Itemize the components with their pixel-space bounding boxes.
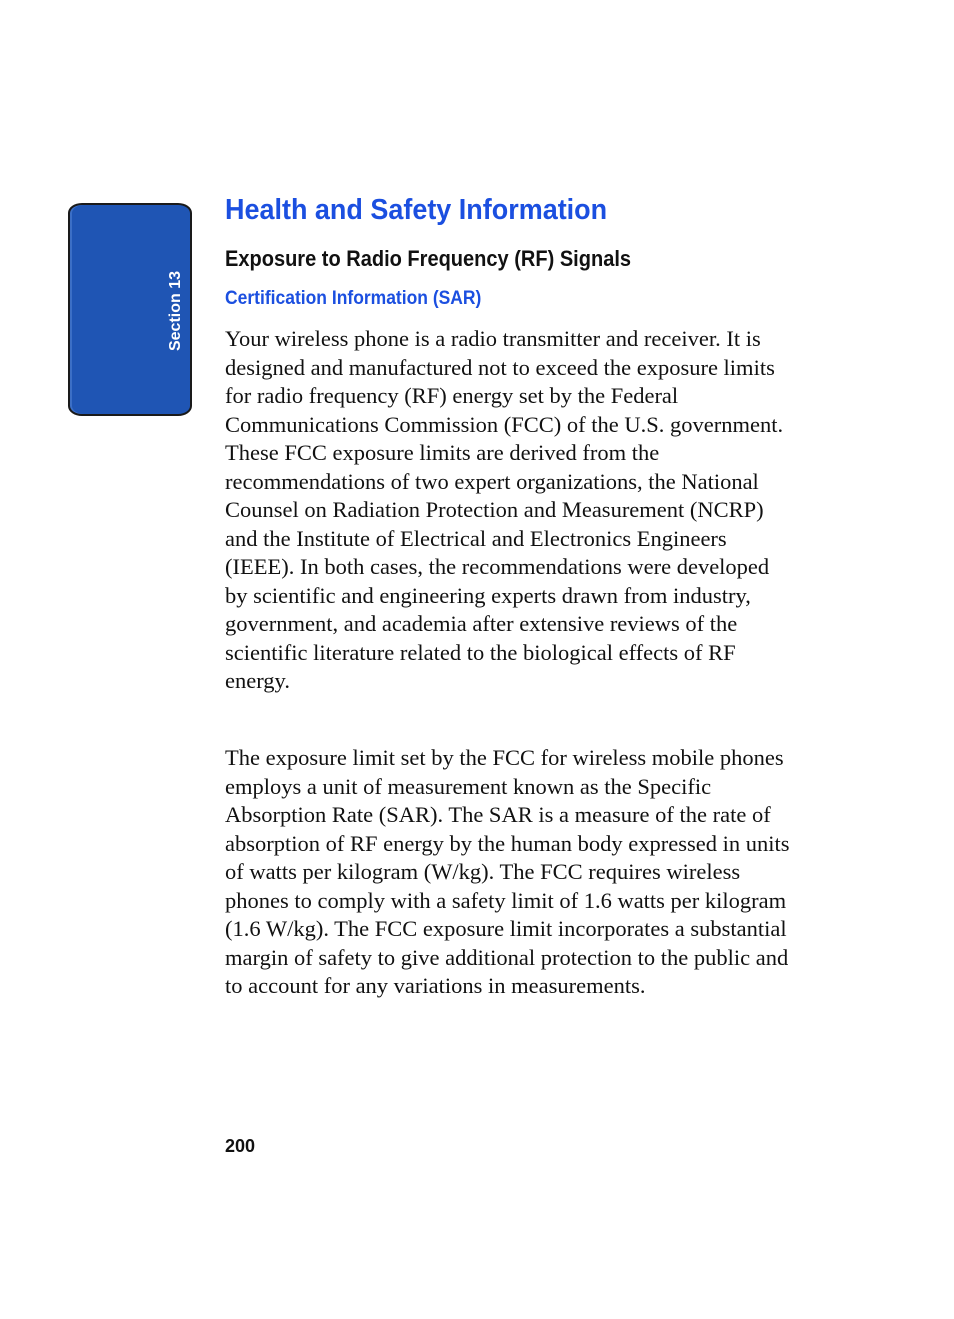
body-paragraph-2: The exposure limit set by the FCC for wireless mobile phones employs a unit of measurement known as the Specific Absorption Rate (SAR). The SAR is a measure of the rate of absorption of RF energy by the human body expressed in units of watts per kilogram (W/kg). The FCC requires wireless phones to comply with a safety limit of 1.6 watts per kilogram (1.6 W/kg). The FCC exposure limit incorporates a substantial margin of safety to give additional protection to the public and to account for any variations in measurements. bbox=[225, 745, 790, 998]
page-title: Health and Safety Information bbox=[225, 194, 608, 226]
section-subtitle: Exposure to Radio Frequency (RF) Signals bbox=[225, 246, 632, 271]
section-tab-label: Section 13 bbox=[167, 270, 184, 352]
subsection-heading: Certification Information (SAR) bbox=[225, 288, 482, 309]
page-number: 200 bbox=[225, 1136, 256, 1156]
body-paragraph-1: Your wireless phone is a radio transmitter and receiver. It is designed and manufactured not to exceed the exposure limits for radio frequency (RF) energy set by the Federal Communications Commission (FCC) of the U.S. government. These FCC exposure limits are derived from the recommendations of two expert organizations, the National Counsel on Radiation Protection and Measurement (NCRP) and the Institute of Electrical and Electronics Engineers (IEEE). In both cases, the recommendations were developed by scientific and engineering experts drawn from industry, government, and academia after extensive reviews of the scientific literature related to the biological effects of RF energy. bbox=[225, 326, 784, 693]
